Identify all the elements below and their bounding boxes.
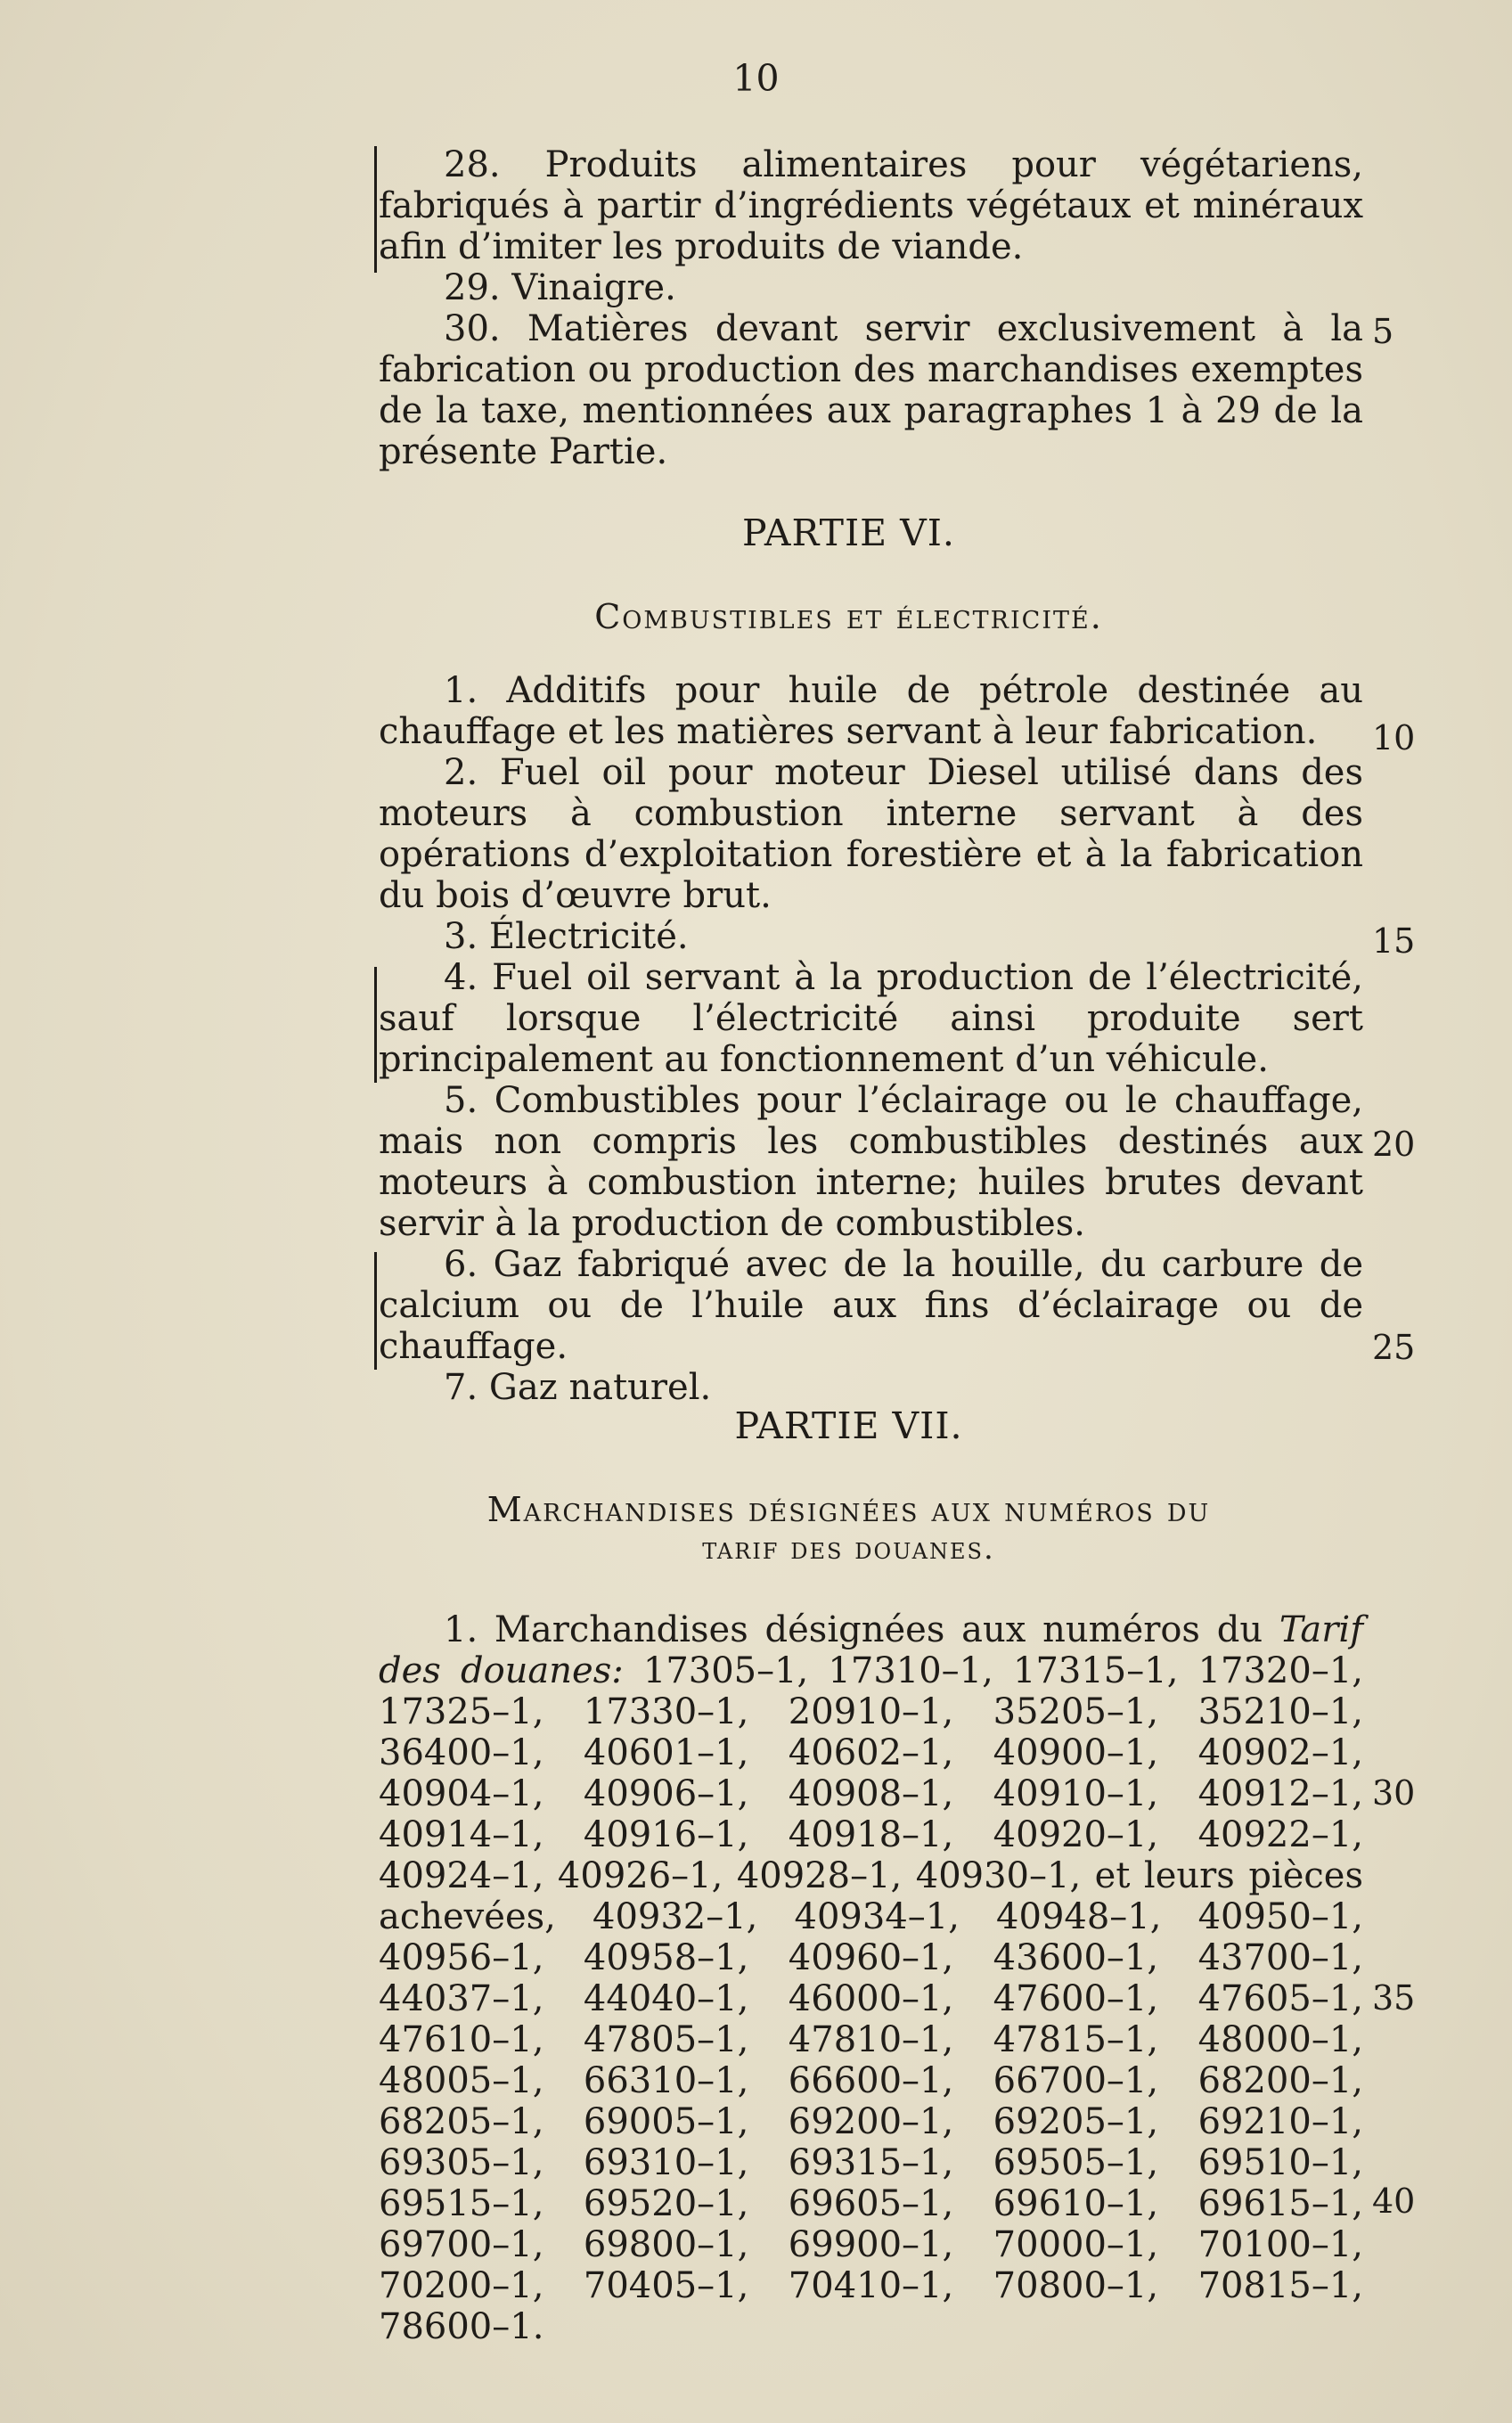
- revision-bar: [374, 146, 377, 273]
- vii-item-numbers: 17305–1, 17310–1, 17315–1, 17320–1, 17325–1, 17330–1, 20910–1, 35205–1, 35210–1, 36400–1, 40601–1, 40602–1, 40900–1, 40902–1, 40904–1, 40906–1, 40908–1, 40910–1, 40912–1, 40914–1, 40916–1, 40918–1, 40920–1, 40922–1, 40924–1, 40926–1, 40928–1, 40930–1, et leurs pièces achevées, 40932–1, 40934–1, 40948–1, 40950–1, 40956–1, 40958–1, 40960–1, 43600–1, 43700–1, 44037–1, 44040–1, 46000–1, 47600–1, 47605–1, 47610–1, 47805–1, 47810–1, 47815–1, 48000–1, 48005–1, 66310–1, 66600–1, 66700–1, 68200–1, 68205–1, 69005–1, 69200–1, 69205–1, 69210–1, 69305–1, 69310–1, 69315–1, 69505–1, 69510–1, 69515–1, 69520–1, 69605–1, 69610–1, 69615–1, 69700–1, 69800–1, 69900–1, 70000–1, 70100–1, 70200–1, 70405–1, 70410–1, 70800–1, 70815–1, 78600–1.: [379, 1650, 1363, 2347]
- partie-vii-items: [379, 1609, 1363, 2347]
- vi-item-2: 2. Fuel oil pour moteur Diesel utilisé dans des moteurs à combustion interne servant à des opérations d’exploitation forestière et à la fabrication du bois d’œuvre brut.: [379, 752, 1363, 916]
- line-number-5: 5: [1372, 312, 1394, 351]
- partie-vi-subtitle: Combustibles et électricité.: [594, 597, 1103, 636]
- line-number-10: 10: [1372, 718, 1416, 757]
- line-number-15: 15: [1372, 921, 1416, 961]
- partie-vi-items: [379, 670, 1363, 1408]
- vi-item-3: 3. Électricité.: [444, 916, 689, 957]
- vi-item-1: 1. Additifs pour huile de pétrole destinée au chauffage et les matières servant à leur fabrication.: [379, 670, 1363, 752]
- vi-item-6: 6. Gaz fabriqué avec de la houille, du carbure de calcium ou de l’huile aux fins d’éclairage ou de chauffage.: [379, 1244, 1363, 1367]
- vii-item-1: [379, 1609, 1363, 2347]
- vi-item-5: 5. Combustibles pour l’éclairage ou le chauffage, mais non compris les combustibles destinés aux moteurs à combustion interne; huiles brutes devant servir à la production de combustibles.: [379, 1080, 1363, 1244]
- item-29: 29. Vinaigre.: [444, 267, 676, 308]
- revision-bar: [374, 1252, 377, 1370]
- line-number-40: 40: [1372, 2182, 1416, 2221]
- page-number: 10: [732, 57, 780, 100]
- line-number-30: 30: [1372, 1773, 1416, 1813]
- vi-item-7: 7. Gaz naturel.: [444, 1367, 712, 1408]
- vi-item-4: 4. Fuel oil servant à la production de l’électricité, sauf lorsque l’électricité ainsi produite sert principalement au fonctionnement d’un véhicule.: [379, 957, 1363, 1080]
- item-30: 30. Matières devant servir exclusivement à la fabrication ou production des marchandises exemptes de la taxe, mentionnées aux paragraphes 1 à 29 de la présente Partie.: [379, 308, 1363, 472]
- partie-vii-subtitle-line2: tarif des douanes.: [702, 1531, 995, 1567]
- top-items: [379, 144, 1363, 472]
- partie-vi-title: PARTIE VI.: [742, 512, 955, 554]
- revision-bar: [374, 967, 377, 1083]
- line-number-20: 20: [1372, 1125, 1416, 1164]
- partie-vii-subtitle-line1: Marchandises désignées aux numéros du: [486, 1490, 1211, 1529]
- line-number-25: 25: [1372, 1328, 1416, 1367]
- vii-item-prefix: 1. Marchandises désignées aux numéros du: [444, 1609, 1279, 1650]
- partie-vii-title: PARTIE VII.: [734, 1404, 963, 1447]
- item-28: 28. Produits alimentaires pour végétariens, fabriqués à partir d’ingrédients végétaux et minéraux afin d’imiter les produits de viande.: [379, 144, 1363, 267]
- tarif-des-douanes-italic: Tarif des douanes:: [379, 1609, 1363, 1691]
- line-number-35: 35: [1372, 1978, 1416, 2018]
